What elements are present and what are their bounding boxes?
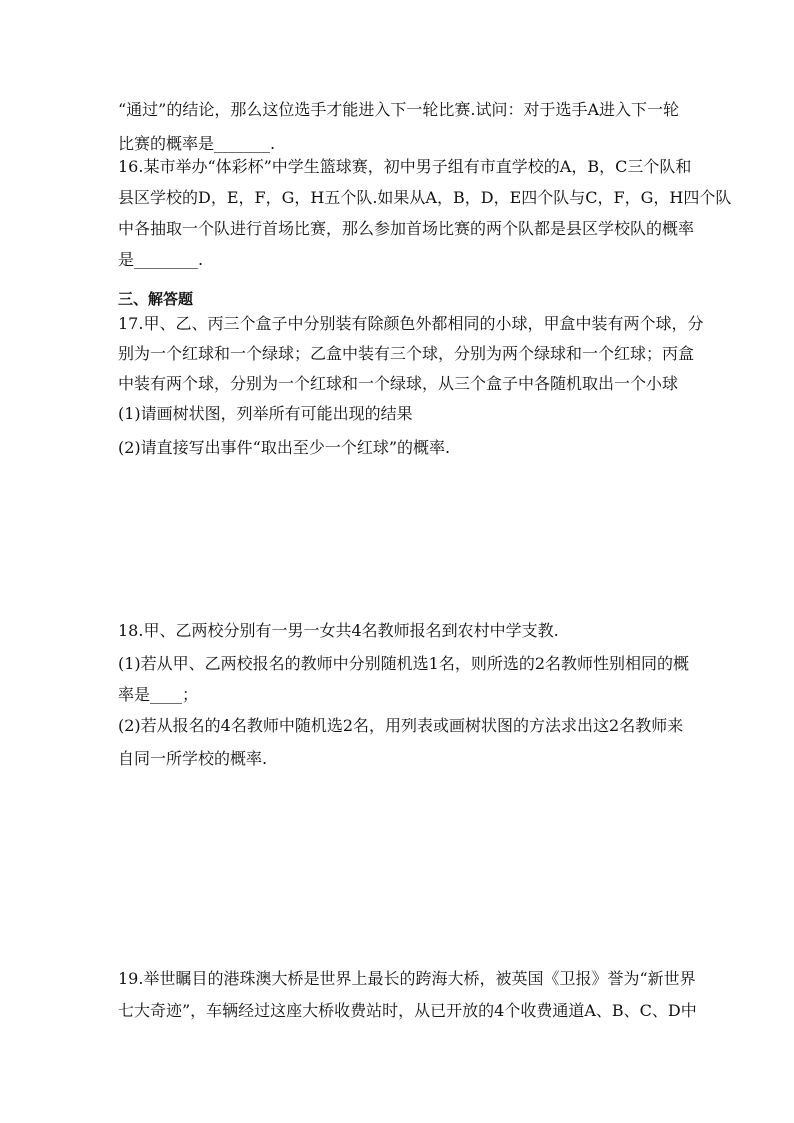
q18-text-line-5: 自同一所学校的概率.: [118, 749, 268, 768]
q18-text-line-3: 率是____；: [118, 685, 199, 704]
q19-text-line-1: 19.举世瞩目的港珠澳大桥是世界上最长的跨海大桥，被英国《卫报》誉为“新世界: [118, 969, 696, 988]
q17-text-line-3: 中装有两个球，分别为一个红球和一个绿球，从三个盒子中各随机取出一个小球: [118, 374, 679, 393]
q16-text-line-1: 16.某市举办“体彩杯”中学生篮球赛，初中男子组有市直学校的A，B，C三个队和: [118, 157, 692, 176]
q16-text-line-4: 是________.: [118, 250, 204, 269]
q17-subquestion-1: (1)请画树状图，列举所有可能出现的结果: [118, 404, 413, 423]
q16-text-line-3: 中各抽取一个队进行首场比赛，那么参加首场比赛的两个队都是县区学校队的概率: [118, 219, 695, 238]
q16-text-line-2: 县区学校的D，E，F，G，H五个队.如果从A，B，D，E四个队与C，F，G，H四个队: [118, 188, 732, 207]
q17-text-line-2: 别为一个红球和一个绿球；乙盒中装有三个球，分别为两个绿球和一个红球；丙盒: [118, 344, 695, 363]
q17-subquestion-2: (2)请直接写出事件“取出至少一个红球”的概率.: [118, 438, 451, 457]
q18-text-line-2: (1)若从甲、乙两校报名的教师中分别随机选1名，则所选的2名教师性别相同的概: [118, 654, 690, 673]
q15-text-line-1: “通过”的结论，那么这位选手才能进入下一轮比赛.试问：对于选手A进入下一轮: [118, 100, 680, 119]
q18-text-line-1: 18.甲、乙两校分别有一男一女共4名教师报名到农村中学支教.: [118, 621, 559, 640]
section-heading: 三、解答题: [118, 290, 194, 308]
q19-text-line-2: 七大奇迹”，车辆经过这座大桥收费站时，从已开放的4个收费通道A、B、C、D中: [118, 1001, 697, 1020]
q18-text-line-4: (2)若从报名的4名教师中随机选2名，用列表或画树状图的方法求出这2名教师来: [118, 716, 684, 735]
q15-text-line-2: 比赛的概率是_______.: [118, 134, 276, 153]
q17-text-line-1: 17.甲、乙、丙三个盒子中分别装有除颜色外都相同的小球，甲盒中装有两个球，分: [118, 314, 704, 333]
